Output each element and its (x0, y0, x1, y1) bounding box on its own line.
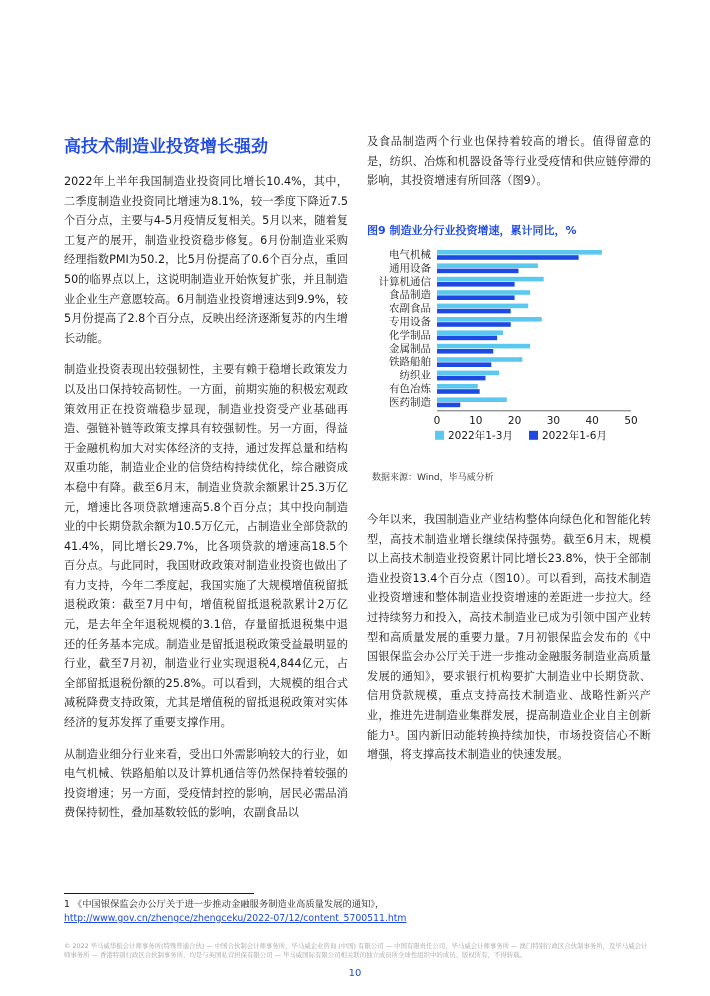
footnote (64, 898, 664, 926)
right-column-body (367, 510, 651, 777)
bar-h1 (437, 255, 579, 260)
category-label: 计算机通信 (378, 275, 431, 288)
category-label: 铁路船舶 (389, 356, 431, 369)
x-tick-label: 50 (624, 414, 638, 427)
category-label: 金属制品 (389, 342, 431, 355)
legal-disclaimer: © 2022 毕马威华振会计师事务所(特殊普通合伙) — 中国合伙制会计师事务所，毕马威企业咨询 (中国) 有限公司 — 中国有限责任公司，毕马威会计师事务所 — 澳门特别行政区合伙制事务所，及毕马威会计师事务所 — 香港特别行政区合伙制事务所，均是与英国私营担保有限公司 — 毕马威国际有限公司相关联的独立成员所全球性组织中的成员。版权所有，不得转载。 (64, 942, 648, 959)
legend-swatch (435, 431, 444, 440)
bar-h1 (437, 362, 491, 367)
bar-q1 (437, 330, 503, 335)
bar-h1 (437, 389, 480, 394)
category-label: 化学制品 (389, 329, 431, 342)
footnote-text: 《中国银保监会办公厅关于进一步推动金融服务制造业高质量发展的通知》， (72, 899, 385, 910)
bar-q1 (437, 250, 602, 255)
category-label: 有色冶炼 (389, 383, 431, 395)
bar-h1 (437, 349, 493, 354)
bar-q1 (437, 357, 522, 362)
x-tick-label: 0 (433, 414, 441, 427)
bar-h1 (437, 336, 497, 341)
bar-q1 (437, 384, 478, 389)
category-label: 医药制造 (389, 396, 431, 409)
bar-h1 (437, 322, 511, 327)
footnote-number: 1 (64, 899, 70, 910)
bar-q1 (437, 290, 530, 295)
figure-title: 图9 制造业分行业投资增速，累计同比，% (367, 224, 577, 237)
bar-h1 (437, 282, 515, 287)
section-heading: 高技术制造业投资增长强劲 (64, 137, 268, 157)
category-label: 电气机械 (389, 249, 431, 261)
category-label: 农副食品 (389, 302, 431, 315)
category-label: 专用设备 (389, 316, 431, 328)
right-intro-paragraph: 及食品制造两个行业也保持着较高的增长。值得留意的是，纺织、冶炼和机器设备等行业受疫情和供应链停滞的影响，其投资增速有所回落（图9）。 (367, 135, 651, 188)
x-tick-label: 10 (469, 414, 483, 427)
bar-h1 (437, 269, 518, 274)
paragraph-1: 2022年上半年我国制造业投资同比增长10.4%，其中，二季度制造业投资同比增速为8.1%，较一季度下降近7.5个百分点，主要与4-5月疫情反复相关。5月以来，随着复工复产的展开，制造业投资稳步修复。6月份制造业采购经理指数PMI为50.2，比5月份提高了0.6个百分点，重回50的临界点以上，这说明制造业开始恢复扩张，并且制造业企业生产意愿较高。6月制造业投资增速达到9.9%，较5月份提高了2.8个百分点，反映出经济逐渐复苏的内生增长动能。 (64, 175, 348, 345)
paragraph-2: 制造业投资表现出较强韧性，主要有赖于稳增长政策发力以及出口保持较高韧性。一方面，前期实施的积极宏观政策效用正在投资端稳步显现，制造业投资受产业基础再造、强链补链等政策支撑具有较强韧性。另一方面，得益于金融机构加大对实体经济的支持，通过发挥总量和结构双重功能，制造业企业的信贷结构持续优化，综合融资成本稳中有降。截至6月末，制造业贷款余额累计25.3万亿元，增速比各项贷款增速高5.8个百分点；其中投向制造业的中长期贷款余额为10.5万亿元，占制造业全部贷款的41.4%，同比增长29.7%，比各项贷款的增速高18.5个百分点。与此同时，我国财政政策对制造业投资也做出了有力支持，今年二季度起，我国实施了大规模增值税留抵退税政策：截至7月中旬，增值税留抵退税款累计2万亿元，是去年全年退税规模的3.1倍，存量留抵退税集中退还的任务基本完成。制造业是留抵退税政策受益最明显的行业，截至7月初，制造业行业实现退税4,844亿元，占全部留抵退税份额的25.8%。可以看到，大规模的组合式减税降费支持政策，尤其是增值税的留抵退税政策对实体经济的复苏发挥了重要支撑作用。 (64, 363, 348, 730)
page-number: 10 (348, 968, 362, 979)
bar-q1 (437, 397, 507, 402)
bar-q1 (437, 317, 542, 322)
x-tick-label: 40 (585, 414, 599, 427)
bar-q1 (437, 277, 544, 282)
bar-h1 (437, 309, 511, 314)
bar-q1 (437, 304, 528, 309)
bar-q1 (437, 371, 499, 376)
investment-growth-chart (367, 242, 651, 468)
bar-h1 (437, 295, 515, 300)
footnote-divider (64, 893, 254, 894)
bar-q1 (437, 344, 530, 349)
category-label: 食品制造 (389, 289, 431, 302)
chart-source: 数据来源：Wind，毕马威分析 (372, 473, 494, 483)
legend-swatch (529, 431, 538, 440)
right-column-top (367, 132, 651, 203)
right-body-paragraph: 今年以来，我国制造业产业结构整体向绿色化和智能化转型，高技术制造业增长继续保持强势。截至6月末，规模以上高技术制造业投资累计同比增长23.8%，快于全部制造业投资13.4个百分点（图10）。可以看到，高技术制造业投资增速和整体制造业投资增速的差距进一步拉大。经过持续努力和投入，高技术制造业已成为引领中国产业转型和高质量发展的重要力量。7月初银保监会发布的《中国银保监会办公厅关于进一步推动金融服务制造业高质量发展的通知》，要求银行机构要扩大制造业中长期贷款、信用贷款规模，重点支持高技术制造业、战略性新兴产业，推进先进制造业集群发展，提高制造业企业自主创新能力¹。国内新旧动能转换持续加快，市场投资信心不断增强，将支撑高技术制造业的快速发展。 (367, 513, 651, 762)
left-column (64, 136, 348, 835)
category-label: 通用设备 (389, 262, 431, 275)
x-tick-label: 20 (507, 414, 522, 427)
x-tick-label: 30 (546, 414, 561, 427)
footnote-link[interactable]: http://www.gov.cn/zhengce/zhengceku/2022-07/12/content_5700511.htm (64, 913, 407, 924)
category-label: 纺织业 (399, 369, 431, 382)
bar-h1 (437, 403, 460, 408)
legend-label: 2022年1-3月 (448, 429, 513, 442)
legend-label: 2022年1-6月 (542, 429, 607, 442)
paragraph-3: 从制造业细分行业来看，受出口外需影响较大的行业，如电气机械、铁路船舶以及计算机通信等仍然保持着较强的投资增速；另一方面，受疫情封控的影响，居民必需品消费保持韧性，叠加基数较低的影响，农副食品以 (64, 747, 348, 820)
bar-h1 (437, 376, 486, 381)
bar-q1 (437, 263, 538, 268)
